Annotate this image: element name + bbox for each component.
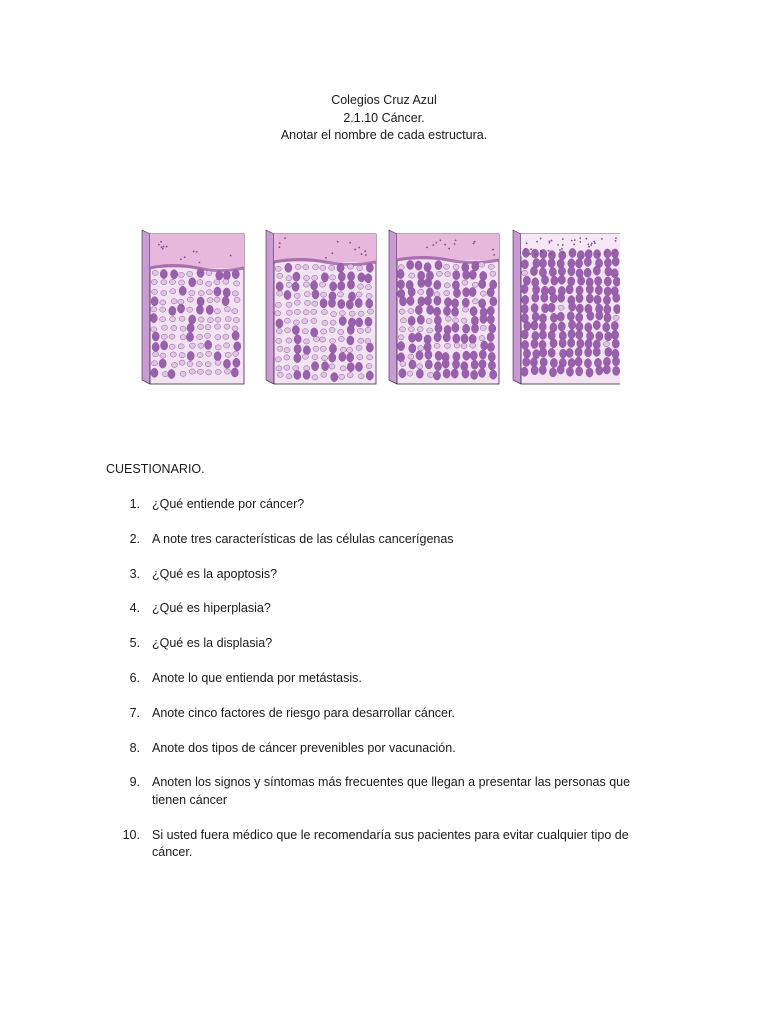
school-name: Colegios Cruz Azul [331, 93, 437, 107]
question-number: 9. [129, 775, 140, 790]
question-item-6 [106, 670, 666, 688]
questionnaire-title: CUESTIONARIO. [106, 462, 205, 476]
question-item-5 [106, 635, 666, 653]
tissue-progression-illustration [130, 222, 620, 392]
question-number: 2. [129, 531, 140, 546]
tissue-svg [130, 222, 620, 392]
tissue-panel-2 [266, 230, 376, 384]
question-item-8 [106, 740, 666, 758]
question-number: 6. [129, 670, 140, 685]
question-item-9 [106, 774, 666, 809]
question-item-2 [106, 531, 666, 549]
question-text: Anote cinco factores de riesgo para desarrollar cáncer. [152, 705, 455, 720]
question-text: ¿Qué es hiperplasia? [152, 601, 271, 616]
question-number: 10. [122, 827, 140, 842]
question-number: 8. [129, 740, 140, 755]
question-text: Anoten los signos y síntomas más frecuentes que llegan a presentar las personas que tienen cáncer [152, 775, 631, 807]
question-text: A note tres características de las células cancerígenas [152, 531, 454, 546]
question-number: 7. [129, 705, 140, 720]
question-text: ¿Qué entiende por cáncer? [152, 497, 305, 511]
question-item-3 [106, 566, 666, 584]
question-number: 3. [129, 566, 140, 581]
question-text: Anote lo que entienda por metástasis. [152, 670, 362, 685]
question-text: Anote dos tipos de cáncer prevenibles por vacunación. [152, 740, 456, 755]
question-item-4 [106, 600, 666, 618]
instruction-text: Anotar el nombre de cada estructura. [280, 128, 488, 142]
question-number: 5. [129, 636, 140, 651]
question-text: ¿Qué es la displasia? [152, 636, 273, 651]
question-list [106, 496, 666, 879]
document-header [0, 92, 768, 145]
tissue-panel-4 [513, 230, 620, 384]
question-number: 1. [129, 497, 140, 511]
question-number: 4. [129, 601, 140, 616]
question-item-1 [106, 496, 666, 514]
question-text: ¿Qué es la apoptosis? [152, 566, 278, 581]
question-text: Si usted fuera médico que le recomendaría sus pacientes para evitar cualquier tipo de cáncer. [152, 827, 629, 860]
topic-title: 2.1.10 Cáncer. [343, 110, 425, 125]
question-item-7 [106, 705, 666, 723]
tissue-panel-1 [142, 230, 244, 384]
question-item-10 [106, 827, 666, 862]
tissue-panel-3 [389, 230, 499, 384]
